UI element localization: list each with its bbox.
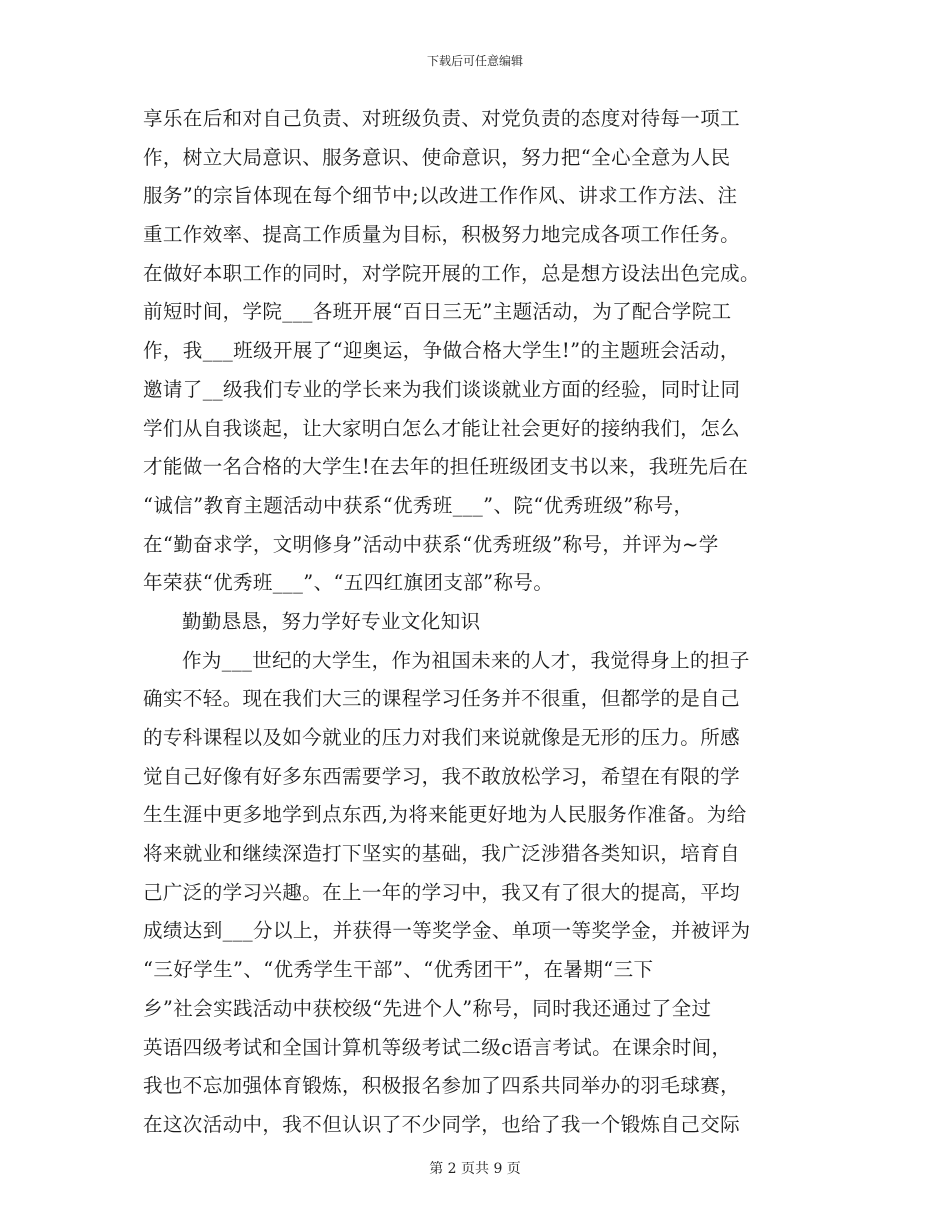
text-line: 在“勤奋求学，文明修身”活动中获系“优秀班级”称号，并评为~学 [143, 532, 719, 556]
page-header: 下载后可任意编辑 [426, 54, 523, 68]
text-line: “诚信”教育主题活动中获系“优秀班___”、院“优秀班级”称号， [143, 493, 694, 517]
text-line: 重工作效率、提高工作质量为目标，积极努力地完成各项工作任务。 [143, 223, 741, 247]
text-line: 享乐在后和对自己负责、对班级负责、对党负责的态度对待每一项工 [143, 107, 741, 130]
section-heading: 勤勤恳恳，努力学好专业文化知识 [182, 609, 481, 633]
text-line: 作，我___班级开展了“迎奥运，争做合格大学生!”的主题班会活动， [143, 339, 740, 363]
text-line: 觉自己好像有好多东西需要学习，我不敢放松学习，希望在有限的学 [143, 764, 741, 788]
text-line: 在做好本职工作的同时，对学院开展的工作，总是想方设法出色完成。 [143, 261, 760, 285]
page-footer: 第 2 页共 9 页 [429, 1161, 521, 1177]
text-line: 才能做一名合格的大学生!在去年的担任班级团支书以来，我班先后在 [143, 455, 749, 479]
text-line: 在这次活动中，我不但认识了不少同学，也给了我一个锻炼自己交际 [143, 1112, 741, 1136]
document-body [143, 100, 811, 1145]
text-line: 生生涯中更多地学到点东西,为将来能更好地为人民服务作准备。为给 [143, 803, 747, 827]
paragraph-first-line: 作为___世纪的大学生，作为祖国未来的人才，我觉得身上的担子 [182, 648, 750, 672]
text-line: “三好学生”、“优秀学生干部”、“优秀团干”，在暑期“三下 [143, 958, 654, 982]
text-line: 服务”的宗旨体现在每个细节中;以改进工作作风、讲求工作方法、注 [143, 184, 738, 208]
text-line: 我也不忘加强体育锻炼，积极报名参加了四系共同举办的羽毛球赛， [143, 1074, 741, 1098]
text-line: 的专科课程以及如今就业的压力对我们来说就像是无形的压力。所感 [143, 726, 741, 749]
text-line: 前短时间，学院___各班开展“百日三无”主题活动，为了配合学院工 [143, 300, 732, 324]
text-line: 作，树立大局意识、服务意识、使命意识，努力把“全心全意为人民 [143, 145, 731, 169]
text-line: 乡”社会实践活动中获校级“先进个人”称号，同时我还通过了全过 [143, 996, 712, 1020]
text-line: 确实不轻。现在我们大三的课程学习任务并不很重，但都学的是自己 [143, 687, 741, 711]
text-line: 年荣获“优秀班___”、“五四红旗团支部”称号。 [143, 571, 554, 595]
text-line: 将来就业和继续深造打下坚实的基础，我广泛涉猎各类知识，培育自 [143, 842, 741, 866]
text-line: 成绩达到___分以上，并获得一等奖学金、单项一等奖学金，并被评为 [143, 919, 751, 943]
text-line: 学们从自我谈起，让大家明白怎么才能让社会更好的接纳我们，怎么 [143, 416, 741, 440]
text-line: 英语四级考试和全国计算机等级考试二级c语言考试。在课余时间， [143, 1035, 732, 1059]
text-line: 己广泛的学习兴趣。在上一年的学习中，我又有了很大的提高，平均 [143, 880, 741, 904]
text-line: 邀请了__级我们专业的学长来为我们谈谈就业方面的经验，同时让同 [143, 377, 741, 401]
